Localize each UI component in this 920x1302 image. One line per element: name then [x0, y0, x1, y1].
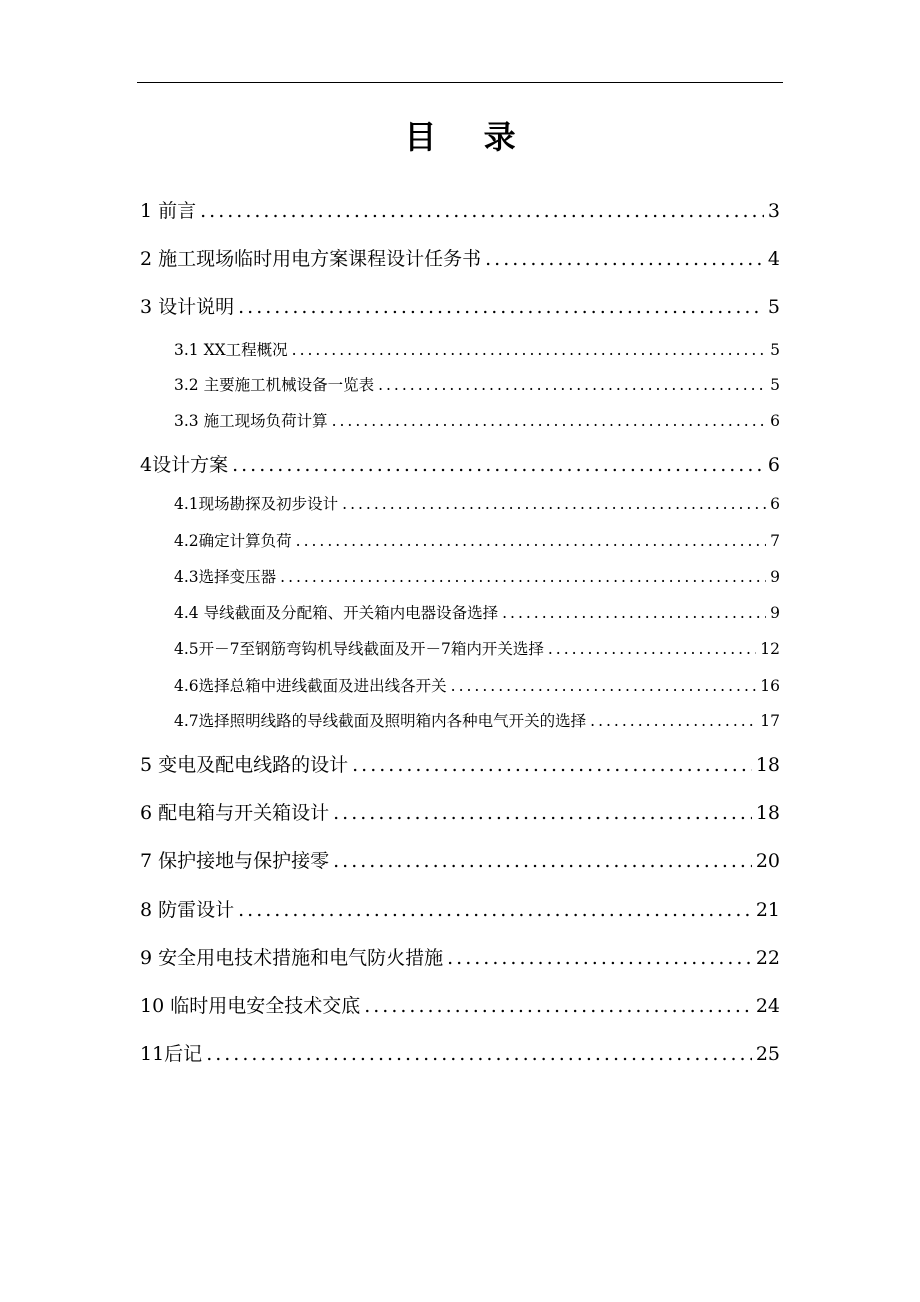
toc-page-number: 9 — [770, 568, 780, 586]
toc-page-number: 6 — [770, 495, 780, 513]
toc-entry-4-3[interactable] — [174, 565, 780, 589]
toc-entry-8[interactable] — [140, 895, 780, 923]
toc-entry-3-1[interactable] — [174, 338, 780, 362]
toc-entry-text: 7 保护接地与保护接零 — [140, 850, 330, 872]
toc-leader-dots — [451, 677, 757, 695]
toc-entry-4-6[interactable] — [174, 674, 780, 698]
toc-entry-3[interactable] — [140, 292, 780, 320]
toc-leader-dots — [485, 248, 764, 270]
toc-entry-text: 1 前言 — [140, 200, 197, 222]
toc-page-number: 4 — [767, 248, 780, 270]
toc-leader-dots — [364, 995, 752, 1017]
toc-leader-dots — [590, 712, 756, 730]
toc-entry-4-5[interactable] — [174, 637, 780, 661]
toc-leader-dots — [333, 802, 752, 824]
toc-page-number: 6 — [767, 454, 780, 476]
toc-page-number: 24 — [755, 995, 780, 1017]
toc-entry-1[interactable] — [140, 196, 780, 224]
toc-page-number: 25 — [755, 1043, 780, 1065]
toc-page-number: 5 — [767, 296, 780, 318]
toc-entry-4[interactable] — [140, 450, 780, 478]
toc-leader-dots — [292, 341, 766, 359]
toc-leader-dots — [332, 412, 767, 430]
toc-leader-dots — [333, 850, 752, 872]
toc-page-number: 16 — [760, 677, 780, 695]
toc-entry-text: 4.2确定计算负荷 — [174, 532, 292, 550]
toc-page-number: 3 — [767, 200, 780, 222]
toc-entry-text: 11后记 — [140, 1043, 203, 1065]
toc-leader-dots — [200, 200, 764, 222]
toc-leader-dots — [447, 947, 752, 969]
toc-leader-dots — [342, 495, 766, 513]
toc-entry-2[interactable] — [140, 244, 780, 272]
toc-page-number: 12 — [760, 640, 780, 658]
toc-entry-9[interactable] — [140, 943, 780, 971]
toc-entry-4-7[interactable] — [174, 709, 780, 733]
toc-leader-dots — [206, 1043, 752, 1065]
toc-page-number: 9 — [770, 604, 780, 622]
toc-entry-text: 10 临时用电安全技术交底 — [140, 995, 361, 1017]
toc-entry-text: 6 配电箱与开关箱设计 — [140, 802, 330, 824]
page-title: 目 录 — [404, 118, 534, 156]
toc-leader-dots — [238, 899, 752, 921]
header-rule — [137, 82, 783, 83]
toc-leader-dots — [296, 532, 766, 550]
toc-page-number: 7 — [770, 532, 780, 550]
toc-page-number: 5 — [770, 341, 780, 359]
toc-entry-text: 4.5开－7至钢筋弯钩机导线截面及开－7箱内开关选择 — [174, 640, 544, 658]
toc-entry-text: 2 施工现场临时用电方案课程设计任务书 — [140, 248, 482, 270]
toc-entry-3-2[interactable] — [174, 373, 780, 397]
toc-entry-11[interactable] — [140, 1039, 780, 1067]
toc-entry-7[interactable] — [140, 846, 780, 874]
toc-entry-text: 4.4 导线截面及分配箱、开关箱内电器设备选择 — [174, 604, 499, 622]
toc-entry-text: 3.2 主要施工机械设备一览表 — [174, 376, 375, 394]
toc-entry-text: 4.7选择照明线路的导线截面及照明箱内各种电气开关的选择 — [174, 712, 587, 730]
toc-entry-text: 4.6选择总箱中进线截面及进出线各开关 — [174, 677, 447, 695]
toc-entry-text: 5 变电及配电线路的设计 — [140, 754, 349, 776]
toc-entry-text: 4设计方案 — [140, 454, 229, 476]
toc-entry-text: 3.3 施工现场负荷计算 — [174, 412, 328, 430]
toc-entry-text: 8 防雷设计 — [140, 899, 235, 921]
toc-page-number: 18 — [755, 754, 780, 776]
toc-entry-text: 3.1 XX工程概况 — [174, 341, 288, 359]
toc-page-number: 5 — [770, 376, 780, 394]
toc-entry-4-4[interactable] — [174, 601, 780, 625]
toc-entry-6[interactable] — [140, 798, 780, 826]
toc-page-number: 6 — [770, 412, 780, 430]
toc-entry-text: 9 安全用电技术措施和电气防火措施 — [140, 947, 444, 969]
toc-entry-3-3[interactable] — [174, 409, 780, 433]
toc-page-number: 20 — [755, 850, 780, 872]
toc-entry-10[interactable] — [140, 991, 780, 1019]
toc-leader-dots — [378, 376, 766, 394]
toc-leader-dots — [502, 604, 766, 622]
toc-page-number: 22 — [755, 947, 780, 969]
toc-leader-dots — [548, 640, 756, 658]
toc-entry-5[interactable] — [140, 750, 780, 778]
toc-leader-dots — [238, 296, 764, 318]
toc-leader-dots — [232, 454, 764, 476]
toc-leader-dots — [352, 754, 752, 776]
toc-page-number: 21 — [755, 899, 780, 921]
toc-entry-text: 3 设计说明 — [140, 296, 235, 318]
toc-leader-dots — [280, 568, 766, 586]
toc-entry-4-1[interactable] — [174, 492, 780, 516]
toc-entry-text: 4.1现场勘探及初步设计 — [174, 495, 339, 513]
toc-page-number: 17 — [760, 712, 780, 730]
toc-entry-text: 4.3选择变压器 — [174, 568, 277, 586]
toc-entry-4-2[interactable] — [174, 529, 780, 553]
toc-page-number: 18 — [755, 802, 780, 824]
